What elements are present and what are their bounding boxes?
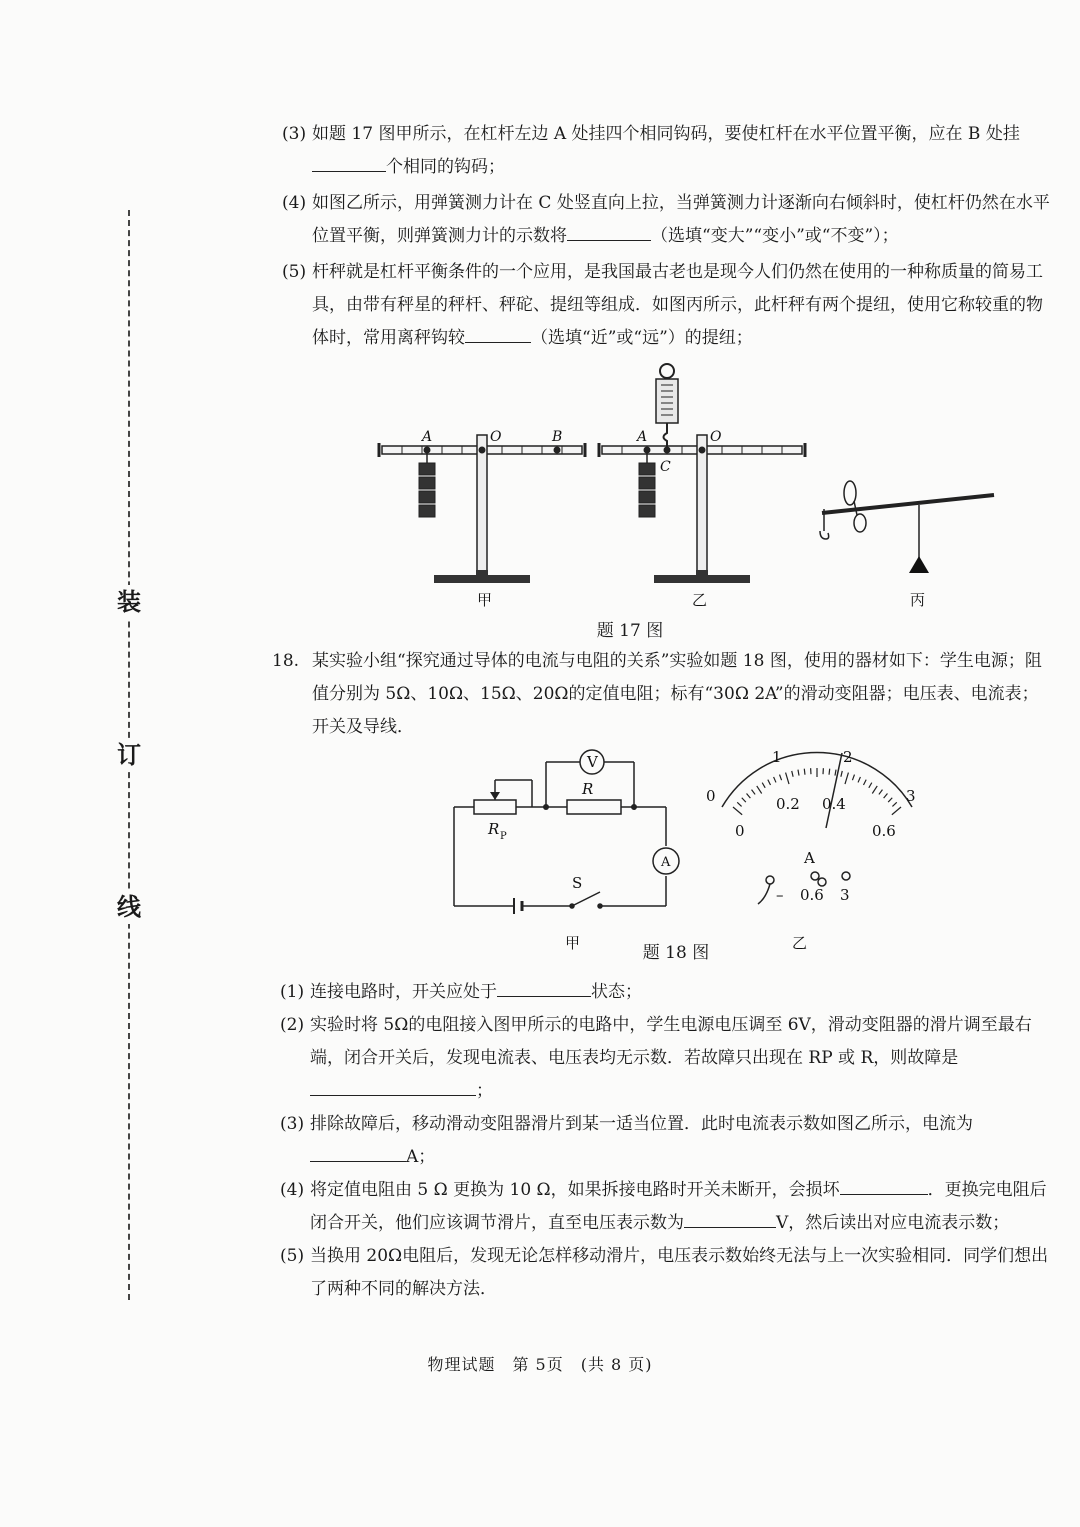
q18-part4-text-a: 将定值电阻由 5 Ω 更换为 10 Ω，如果拆接电路时开关未断开，会损坏: [310, 1180, 840, 1200]
meter-tick: [864, 780, 867, 785]
q17-part5-text-a: 杆秤就是杠杆平衡条件的一个应用，是我国最古老也是现今人们仍然在使用的一种称质量的简易工具，由带有秤星的秤杆、秤砣、提纽等组成．如图丙所示，此杆秤有两个提纽，使用它称较重的物体时，常用离秤钩较: [312, 262, 1043, 348]
meter-top-3: 3: [906, 787, 916, 805]
q18-part3-num: (3): [280, 1114, 305, 1134]
q17-part4-num: (4): [282, 193, 307, 213]
fig18-label-S: S: [572, 874, 583, 892]
meter-tick: [869, 783, 872, 788]
fig18-label-Rp: R: [488, 820, 500, 838]
steelyard-bing: [820, 481, 994, 573]
meter-tick: [792, 771, 793, 777]
q18-part1-text-a: 连接电路时，开关应处于: [310, 982, 497, 1002]
meter-tick: [786, 773, 789, 784]
meter-tick: [872, 786, 877, 794]
q18-part3-answer-blank[interactable]: [310, 1141, 406, 1162]
figure-18: [282, 748, 1052, 976]
q17-part3-num: (3): [282, 124, 307, 144]
q18-part3-text-b: A；: [406, 1147, 436, 1167]
fig17-caption: 题 17 图: [596, 621, 664, 641]
fig17-label-A-jia: A: [422, 429, 433, 445]
meter-tick: [762, 783, 765, 788]
lever-yi: [599, 364, 805, 583]
meter-tick: [757, 786, 762, 794]
q18-part1-answer-blank[interactable]: [497, 976, 591, 997]
q17-part5-num: (5): [282, 262, 307, 282]
page-footer: 物理试题 第 5页 (共 8 页): [427, 1355, 653, 1374]
meter-tick: [835, 770, 836, 776]
fig17-label-O-yi: O: [710, 429, 722, 445]
meter-tick: [768, 780, 771, 785]
terminal-minus: –: [776, 886, 784, 904]
fig17-sub-yi: 乙: [692, 591, 708, 609]
q17-part4: [282, 187, 1052, 253]
q18-part4-answer-blank-1[interactable]: [840, 1174, 928, 1195]
fig18-label-A: A: [661, 855, 671, 870]
meter-bottom-1: 0.2: [776, 795, 800, 813]
meter-tick: [879, 790, 883, 795]
meter-tick: [841, 771, 842, 777]
q17-part5: [282, 256, 1052, 355]
meter-tick: [892, 807, 901, 815]
q18-part5-num: (5): [280, 1246, 305, 1266]
binding-char-ding: 订: [112, 738, 146, 772]
meter-tick: [888, 798, 892, 802]
q18-intro-text: 某实验小组“探究通过导体的电流与电阻的关系”实验如题 18 图，使用的器材如下：学生电源；阻值分别为 5Ω、10Ω、15Ω、20Ω的定值电阻；标有“30Ω 2A”的滑动变阻器；电压表、电流表；开关及导线．: [312, 651, 1042, 737]
fig17-label-C: C: [660, 459, 671, 475]
q18-part4: [280, 1174, 1052, 1240]
terminal-0-6: 0.6: [800, 886, 824, 904]
fig18-label-Rp-sub: P: [500, 831, 507, 842]
q17-part4-text-b: （选填“变大”“变小”或“不变”）；: [651, 226, 899, 246]
page-content: [272, 118, 1052, 1306]
q18-part2-num: (2): [280, 1015, 305, 1035]
q17-part5-answer-blank[interactable]: [465, 322, 531, 343]
ammeter-dial: [722, 752, 912, 828]
q17-part4-answer-blank[interactable]: [567, 220, 651, 241]
fig17-label-O-jia: O: [490, 429, 502, 445]
q18-part1-text-b: 状态；: [591, 982, 642, 1002]
fig18-sub-yi: 乙: [792, 934, 808, 952]
q18-part4-text-c: V，然后读出对应电流表示数；: [776, 1213, 1010, 1233]
meter-bottom-3: 0.6: [872, 822, 896, 840]
meter-tick: [742, 798, 746, 802]
q17-part3-text-b: 个相同的钩码；: [386, 157, 505, 177]
fig18-caption: 题 18 图: [642, 943, 710, 963]
q17-part5-text-b: （选填“近”或“远”）的提纽；: [531, 328, 753, 348]
q17-part3-answer-blank[interactable]: [312, 151, 386, 172]
q18-intro: [272, 645, 1052, 744]
q18-part2: [280, 1009, 1052, 1108]
meter-tick: [752, 790, 756, 795]
q17-part3: [282, 118, 1052, 184]
q18-part1: [280, 976, 1052, 1009]
meter-tick: [892, 802, 896, 806]
fig18-label-V: V: [587, 753, 598, 771]
meter-tick: [774, 777, 776, 783]
fig17-label-B: B: [552, 429, 563, 445]
q18-part5: [280, 1240, 1052, 1306]
meter-tick: [780, 775, 782, 781]
q18-part4-num: (4): [280, 1180, 305, 1200]
meter-tick: [733, 807, 742, 815]
meter-tick: [737, 802, 741, 806]
q17-part4-text-a: 如图乙所示，用弹簧测力计在 C 处竖直向上拉，当弹簧测力计逐渐向右倾斜时，使杠杆仍然在水平位置平衡，则弹簧测力计的示数将: [312, 193, 1050, 246]
meter-tick: [804, 769, 805, 775]
meter-top-2: 2: [843, 748, 853, 766]
meter-unit-A: A: [804, 849, 815, 867]
fig18-sub-jia: 甲: [565, 934, 581, 952]
binding-char-zhuang: 装: [112, 585, 146, 619]
fig17-sub-jia: 甲: [477, 591, 493, 609]
meter-top-1: 1: [772, 748, 782, 766]
q18-part2-answer-blank[interactable]: [310, 1075, 476, 1096]
meter-bottom-0: 0: [735, 822, 745, 840]
meter-tick: [845, 773, 848, 784]
lever-jia: [379, 435, 585, 583]
meter-top-0: 0: [706, 787, 716, 805]
q18-part2-text-a: 实验时将 5Ω的电阻接入图甲所示的电路中，学生电源电压调至 6V，滑动变阻器的滑片调至最右端，闭合开关后，发现电流表、电压表均无示数．若故障只出现在 RP 或 R，则故障是: [310, 1015, 1032, 1068]
meter-tick: [884, 794, 888, 799]
fig17-label-A-yi: A: [637, 429, 648, 445]
q18-part3: [280, 1108, 1052, 1174]
q18-part3-text-a: 排除故障后，移动滑动变阻器滑片到某一适当位置．此时电流表示数如图乙所示，电流为: [310, 1114, 973, 1134]
q18-num: 18.: [272, 651, 300, 671]
meter-tick: [798, 770, 799, 776]
q18-part2-text-b: ；: [476, 1081, 493, 1101]
meter-bottom-2: 0.4: [822, 795, 846, 813]
binding-char-xian: 线: [112, 890, 146, 924]
fig18-label-R: R: [582, 780, 594, 798]
meter-tick: [829, 769, 830, 775]
figure-17-drawing: [282, 363, 1052, 613]
terminal-3: 3: [840, 886, 850, 904]
fig17-sub-bing: 丙: [910, 591, 926, 609]
q18-part4-answer-blank-2[interactable]: [684, 1207, 776, 1228]
q18-part5-text-a: 当换用 20Ω电阻后，发现无论怎样移动滑片，电压表示数始终无法与上一次实验相同．同学们想出了两种不同的解决方法．: [310, 1246, 1049, 1299]
meter-tick: [858, 777, 860, 783]
meter-tick: [852, 775, 854, 781]
meter-tick: [747, 794, 751, 799]
q18-part1-num: (1): [280, 982, 305, 1002]
q17-part3-text-a: 如题 17 图甲所示，在杠杆左边 A 处挂四个相同钩码，要使杠杆在水平位置平衡，应在 B 处挂: [312, 124, 1020, 144]
q18-part4-text-b: ．更换完电阻后闭合开关，他们应该调节滑片，直至电压表示数为: [310, 1180, 1047, 1233]
figure-17: [282, 363, 1052, 645]
